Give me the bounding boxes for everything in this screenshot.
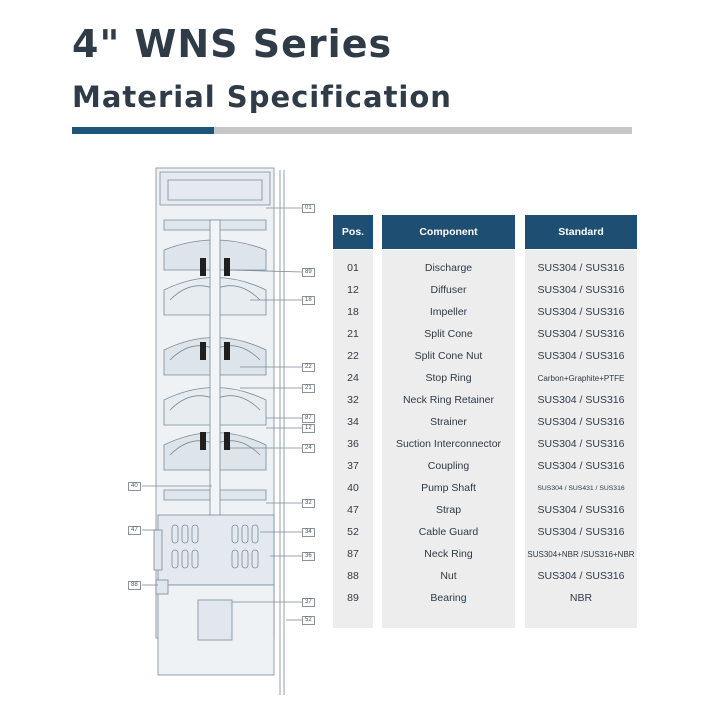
callout-89: 89: [302, 268, 315, 277]
header-pos: Pos.: [333, 215, 373, 249]
callout-37: 37: [302, 598, 315, 607]
callout-12: 12: [302, 424, 315, 433]
row-pos: 87: [347, 548, 359, 560]
row-standard: SUS304 / SUS316: [537, 416, 625, 428]
row-standard: SUS304 / SUS316: [537, 504, 625, 516]
callout-21: 21: [302, 384, 315, 393]
row-pos: 37: [347, 460, 359, 472]
row-component: Split Cone Nut: [414, 350, 483, 362]
row-pos: 34: [347, 416, 359, 428]
row-component: Cable Guard: [418, 526, 479, 538]
title-rule-accent: [72, 127, 214, 134]
row-component: Diffuser: [430, 284, 467, 296]
row-pos: 36: [347, 438, 359, 450]
callout-01: 01: [302, 204, 315, 213]
callout-36: 36: [302, 552, 315, 561]
row-standard: SUS304 / SUS316: [537, 570, 625, 582]
header-standard: Standard: [525, 215, 637, 249]
row-standard: SUS304 / SUS316: [537, 262, 625, 274]
row-component: Stop Ring: [425, 372, 472, 384]
row-pos: 32: [347, 394, 359, 406]
row-component: Strap: [435, 504, 462, 516]
row-standard: SUS304 / SUS316: [537, 438, 625, 450]
header-component: Component: [382, 215, 515, 249]
title-rule: [214, 127, 632, 134]
callout-88: 88: [128, 581, 141, 590]
row-standard: SUS304+NBR /SUS316+NBR: [527, 549, 635, 559]
row-pos: 88: [347, 570, 359, 582]
row-pos: 52: [347, 526, 359, 538]
row-standard: SUS304 / SUS316: [537, 526, 625, 538]
callout-52: 52: [302, 616, 315, 625]
row-standard: Carbon+Graphite+PTFE: [537, 373, 625, 383]
row-component: Nut: [440, 570, 457, 582]
callout-34: 34: [302, 528, 315, 537]
row-standard: SUS304 / SUS316: [537, 350, 625, 362]
row-component: Bearing: [430, 592, 467, 604]
row-pos: 12: [347, 284, 359, 296]
row-standard: SUS304 / SUS316: [537, 306, 625, 318]
callout-22: 22: [302, 363, 315, 372]
row-component: Impeller: [429, 306, 468, 318]
row-standard: NBR: [569, 592, 593, 604]
row-pos: 47: [347, 504, 359, 516]
pump-cross-section-drawing: [120, 160, 320, 700]
row-standard: SUS304 / SUS431 / SUS316: [537, 484, 625, 492]
callout-40: 40: [128, 482, 141, 491]
row-standard: SUS304 / SUS316: [537, 460, 625, 472]
row-pos: 18: [347, 306, 359, 318]
row-component: Suction Interconnector: [395, 438, 502, 450]
pump-diagram: [120, 160, 320, 700]
row-pos: 21: [347, 328, 359, 340]
row-component: Pump Shaft: [421, 482, 476, 494]
row-component: Coupling: [427, 460, 470, 472]
page-subtitle: Material Specification: [72, 80, 452, 114]
row-component: Discharge: [424, 262, 473, 274]
row-standard: SUS304 / SUS316: [537, 394, 625, 406]
row-component: Neck Ring: [424, 548, 473, 560]
callout-24: 24: [302, 444, 315, 453]
row-pos: 24: [347, 372, 359, 384]
row-component: Split Cone: [424, 328, 473, 340]
row-pos: 01: [347, 262, 359, 274]
row-standard: SUS304 / SUS316: [537, 328, 625, 340]
row-pos: 89: [347, 592, 359, 604]
row-pos: 40: [347, 482, 359, 494]
page-title: 4" WNS Series: [72, 22, 393, 66]
row-component: Neck Ring Retainer: [402, 394, 495, 406]
callout-47: 47: [128, 526, 141, 535]
row-standard: SUS304 / SUS316: [537, 284, 625, 296]
callout-32: 32: [302, 499, 315, 508]
callout-87: 87: [302, 414, 315, 423]
row-pos: 22: [347, 350, 359, 362]
callout-18: 18: [302, 296, 315, 305]
row-component: Strainer: [430, 416, 467, 428]
